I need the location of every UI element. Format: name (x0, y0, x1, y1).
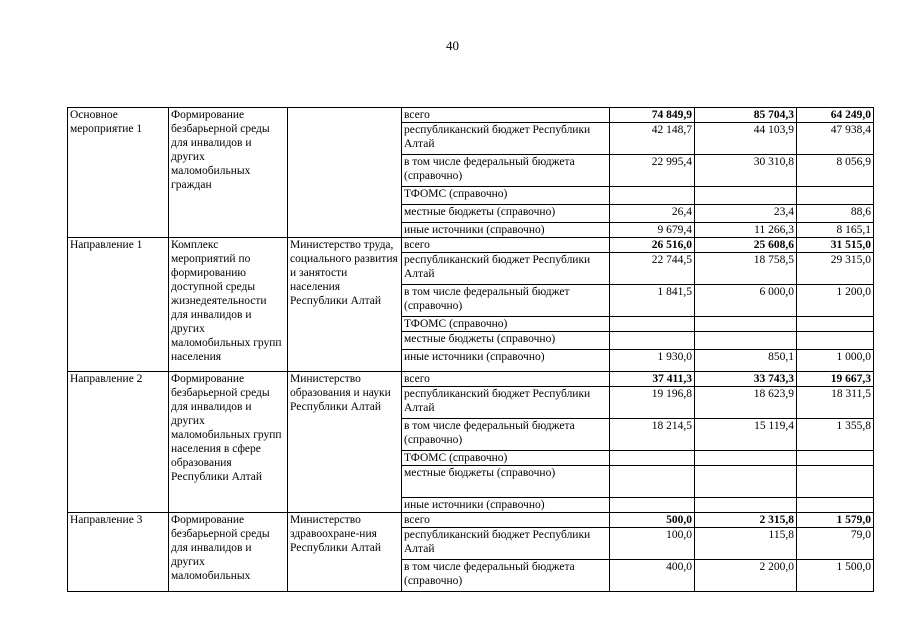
funding-source: иные источники (справочно) (402, 498, 610, 513)
section-title: Формирование безбарьерной среды для инвалидов и других маломобильных граждан (169, 108, 288, 238)
table-row (68, 372, 874, 387)
section-executor: Министерство здравоохране-ния Республики Алтай (288, 513, 402, 592)
funding-source: в том числе федеральный бюджета (справочно) (402, 155, 610, 187)
funding-source: всего (402, 108, 610, 123)
amount-v2: 18 758,5 (695, 253, 797, 285)
amount-v2: 115,8 (695, 528, 797, 560)
amount-v1 (610, 332, 695, 350)
amount-v3 (797, 466, 874, 498)
amount-v3: 19 667,3 (797, 372, 874, 387)
amount-v1 (610, 466, 695, 498)
amount-v2: 30 310,8 (695, 155, 797, 187)
table-row (68, 238, 874, 253)
funding-source: ТФОМС (справочно) (402, 451, 610, 466)
funding-source: в том числе федеральный бюджета (справочно) (402, 419, 610, 451)
funding-source: ТФОМС (справочно) (402, 317, 610, 332)
amount-v1: 500,0 (610, 513, 695, 528)
section-title: Формирование безбарьерной среды для инвалидов и других маломобильных групп населения в сфере образования Республики Алтай (169, 372, 288, 513)
amount-v1: 100,0 (610, 528, 695, 560)
amount-v1 (610, 187, 695, 205)
funding-source: республиканский бюджет Республики Алтай (402, 528, 610, 560)
section-name: Направление 3 (68, 513, 169, 592)
amount-v3: 1 000,0 (797, 350, 874, 372)
funding-source: местные бюджеты (справочно) (402, 205, 610, 223)
table-row (68, 108, 874, 123)
funding-source: всего (402, 513, 610, 528)
amount-v3 (797, 317, 874, 332)
section-executor: Министерство труда, социального развития и занятости населения Республики Алтай (288, 238, 402, 372)
funding-source: иные источники (справочно) (402, 350, 610, 372)
funding-source: местные бюджеты (справочно) (402, 332, 610, 350)
amount-v1: 18 214,5 (610, 419, 695, 451)
funding-source: республиканский бюджет Республики Алтай (402, 123, 610, 155)
amount-v2 (695, 451, 797, 466)
amount-v1: 19 196,8 (610, 387, 695, 419)
amount-v2: 11 266,3 (695, 223, 797, 238)
amount-v3 (797, 451, 874, 466)
section-executor: Министерство образования и науки Республики Алтай (288, 372, 402, 513)
amount-v3: 1 500,0 (797, 560, 874, 592)
funding-source: республиканский бюджет Республики Алтай (402, 253, 610, 285)
amount-v2 (695, 332, 797, 350)
amount-v3: 8 165,1 (797, 223, 874, 238)
amount-v2: 2 200,0 (695, 560, 797, 592)
amount-v2: 44 103,9 (695, 123, 797, 155)
amount-v2: 18 623,9 (695, 387, 797, 419)
amount-v1: 22 744,5 (610, 253, 695, 285)
amount-v3 (797, 498, 874, 513)
amount-v1 (610, 451, 695, 466)
amount-v1: 9 679,4 (610, 223, 695, 238)
amount-v3: 1 200,0 (797, 285, 874, 317)
amount-v2: 25 608,6 (695, 238, 797, 253)
amount-v2: 2 315,8 (695, 513, 797, 528)
amount-v3: 64 249,0 (797, 108, 874, 123)
table-row (68, 513, 874, 528)
amount-v3: 47 938,4 (797, 123, 874, 155)
amount-v2 (695, 317, 797, 332)
funding-source: местные бюджеты (справочно) (402, 466, 610, 498)
page-number: 40 (446, 38, 459, 53)
amount-v2 (695, 187, 797, 205)
funding-source: ТФОМС (справочно) (402, 187, 610, 205)
amount-v1: 74 849,9 (610, 108, 695, 123)
amount-v2 (695, 498, 797, 513)
amount-v2 (695, 466, 797, 498)
amount-v3: 29 315,0 (797, 253, 874, 285)
amount-v3 (797, 332, 874, 350)
amount-v2: 23,4 (695, 205, 797, 223)
amount-v3: 1 355,8 (797, 419, 874, 451)
budget-table (67, 107, 874, 592)
amount-v1: 400,0 (610, 560, 695, 592)
section-name: Основное мероприятие 1 (68, 108, 169, 238)
section-name: Направление 1 (68, 238, 169, 372)
amount-v2: 33 743,3 (695, 372, 797, 387)
amount-v1: 1 930,0 (610, 350, 695, 372)
funding-source: в том числе федеральный бюджет (справочно) (402, 285, 610, 317)
section-title: Комплекс мероприятий по формированию доступной среды жизнедеятельности для инвалидов и других маломобильных групп населения (169, 238, 288, 372)
amount-v1 (610, 498, 695, 513)
amount-v2: 15 119,4 (695, 419, 797, 451)
amount-v1: 26,4 (610, 205, 695, 223)
amount-v3: 79,0 (797, 528, 874, 560)
funding-source: в том числе федеральный бюджета (справочно) (402, 560, 610, 592)
section-name: Направление 2 (68, 372, 169, 513)
amount-v3 (797, 187, 874, 205)
amount-v3: 88,6 (797, 205, 874, 223)
amount-v1: 37 411,3 (610, 372, 695, 387)
funding-source: республиканский бюджет Республики Алтай (402, 387, 610, 419)
funding-source: иные источники (справочно) (402, 223, 610, 238)
amount-v2: 850,1 (695, 350, 797, 372)
amount-v1 (610, 317, 695, 332)
amount-v3: 1 579,0 (797, 513, 874, 528)
amount-v1: 42 148,7 (610, 123, 695, 155)
amount-v1: 22 995,4 (610, 155, 695, 187)
amount-v1: 1 841,5 (610, 285, 695, 317)
amount-v3: 31 515,0 (797, 238, 874, 253)
section-title: Формирование безбарьерной среды для инвалидов и других маломобильных (169, 513, 288, 592)
amount-v2: 85 704,3 (695, 108, 797, 123)
funding-source: всего (402, 238, 610, 253)
amount-v3: 18 311,5 (797, 387, 874, 419)
budget-table-body (68, 108, 874, 592)
amount-v2: 6 000,0 (695, 285, 797, 317)
funding-source: всего (402, 372, 610, 387)
amount-v3: 8 056,9 (797, 155, 874, 187)
amount-v1: 26 516,0 (610, 238, 695, 253)
section-executor (288, 108, 402, 238)
